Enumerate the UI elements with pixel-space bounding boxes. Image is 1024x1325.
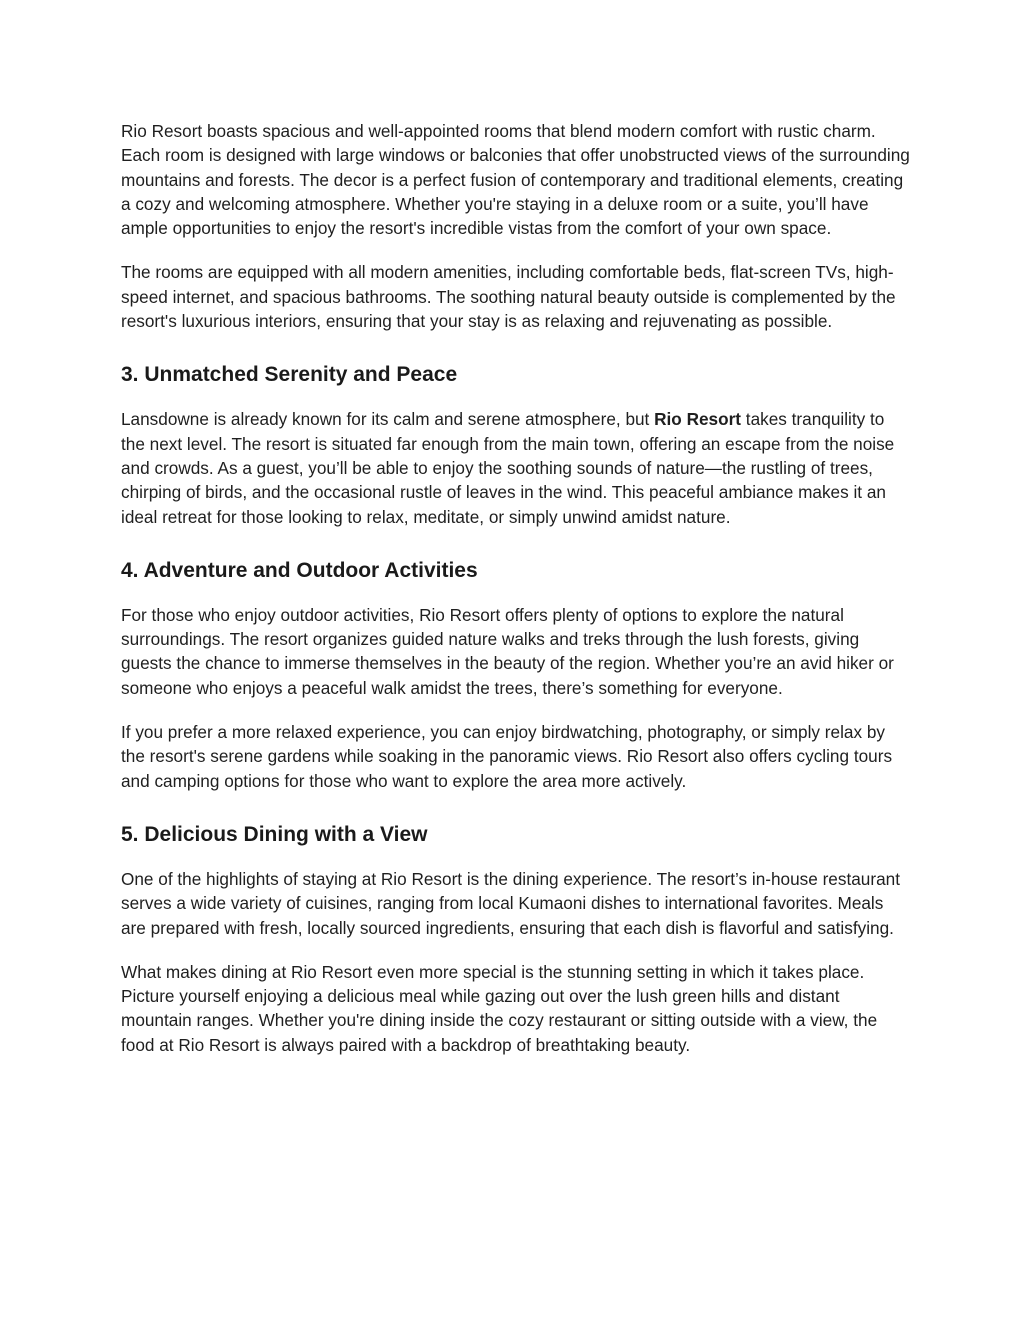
paragraph-rooms-intro: Rio Resort boasts spacious and well-appointed rooms that blend modern comfort with rustic charm. Each room is designed with large windows or balconies that offer unobstructed views of the surrounding mountains and forests. The decor is a perfect fusion of contemporary and traditional elements, creating a cozy and welcoming atmosphere. Whether you're staying in a deluxe room or a suite, you’ll have ample opportunities to enjoy the resort's incredible vistas from the comfort of your own space. <box>121 121 910 239</box>
heading-adventure: 4. Adventure and Outdoor Activities <box>121 558 478 582</box>
serenity-text-end: takes tranquility to the next level. The resort is situated far enough from the main town, offering an escape from the noise and crowds. As a guest, you’ll be able to enjoy the soothing sounds of nature—the rustling of trees, chirping of birds, and the occasional rustle of leaves in the wind. This peaceful ambiance makes it an ideal retreat for those looking to relax, meditate, or simply unwind amidst nature. <box>121 409 895 527</box>
paragraph-rooms-amenities: The rooms are equipped with all modern amenities, including comfortable beds, flat-screen TVs, high-speed internet, and spacious bathrooms. The soothing natural beauty outside is complemented by the resort's luxurious interiors, ensuring that your stay is as relaxing and rejuvenating as possible. <box>121 262 896 332</box>
heading-dining: 5. Delicious Dining with a View <box>121 822 428 846</box>
paragraph-dining-highlights: One of the highlights of staying at Rio Resort is the dining experience. The resort’s in-house restaurant serves a wide variety of cuisines, ranging from local Kumaoni dishes to international favorites. Meals are prepared with fresh, locally sourced ingredients, ensuring that each dish is flavorful and satisfying. <box>121 868 900 938</box>
heading-serenity: 3. Unmatched Serenity and Peace <box>121 363 458 387</box>
paragraph-dining-setting: What makes dining at Rio Resort even more special is the stunning setting in which it takes place. Picture yourself enjoying a delicious meal while gazing out over the lush green hills and distant mountain ranges. Whether you're dining inside the cozy restaurant or sitting outside with a view, the food at Rio Resort is always paired with a backdrop of breathtaking beauty. <box>121 961 878 1055</box>
document-page <box>121 119 911 1077</box>
serenity-bold-resort-name: Rio Resort <box>654 409 742 430</box>
serenity-text-start: Lansdowne is already known for its calm and serene atmosphere, but <box>121 409 655 430</box>
paragraph-serenity <box>121 407 911 528</box>
paragraph-adventure-activities: For those who enjoy outdoor activities, Rio Resort offers plenty of options to explore the natural surroundings. The resort organizes guided nature walks and treks through the lush forests, giving guests the chance to immerse themselves in the beauty of the region. Whether you’re an avid hiker or someone who enjoys a peaceful walk amidst the trees, there’s something for everyone. <box>121 604 894 698</box>
paragraph-adventure-relaxed: If you prefer a more relaxed experience, you can enjoy birdwatching, photography, or simply relax by the resort's serene gardens while soaking in the panoramic views. Rio Resort also offers cycling tours and camping options for those who want to explore the area more actively. <box>121 722 893 791</box>
